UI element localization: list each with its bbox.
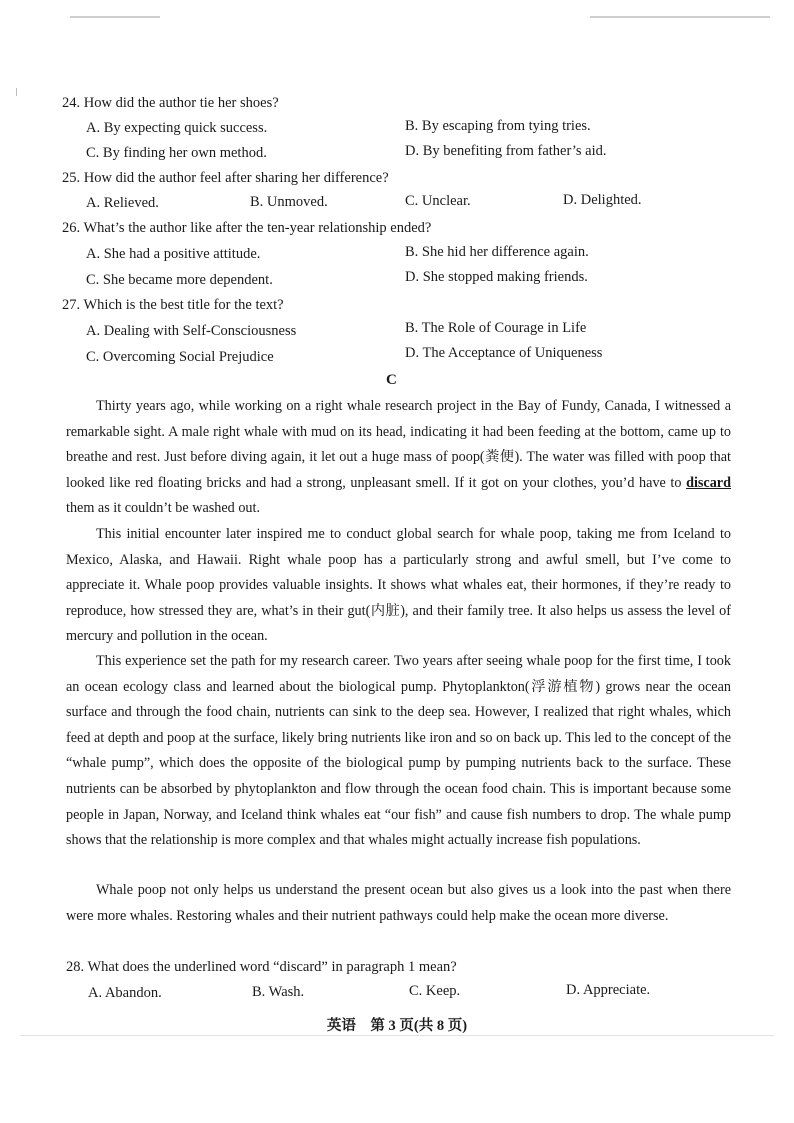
option-text: By finding her own method.	[102, 145, 267, 161]
passage-paragraph-1	[66, 394, 731, 522]
question-28	[66, 959, 457, 976]
option-text: Dealing with Self-Consciousness	[103, 323, 297, 339]
option-text: Keep.	[425, 983, 461, 999]
option-27-d	[405, 345, 602, 362]
question-stem: Which is the best title for the text?	[83, 297, 284, 313]
option-28-c	[409, 983, 460, 1000]
option-text: Unmoved.	[266, 194, 328, 210]
option-letter: D.	[405, 143, 420, 159]
option-24-b	[405, 118, 591, 135]
underlined-word: discard	[686, 474, 731, 491]
section-heading: C	[386, 372, 397, 388]
option-26-b	[405, 244, 589, 261]
option-letter: B.	[405, 244, 419, 260]
option-letter: B.	[250, 194, 264, 210]
question-stem: How did the author feel after sharing her difference?	[83, 170, 389, 186]
option-text: Relieved.	[103, 195, 159, 211]
option-text: The Role of Courage in Life	[421, 320, 587, 336]
question-27	[62, 297, 284, 314]
option-letter: D.	[563, 192, 578, 208]
option-letter: C.	[86, 272, 100, 288]
option-26-c	[86, 272, 273, 289]
paragraph-text: them as it couldn’t be washed out.	[66, 500, 260, 517]
option-letter: A.	[88, 985, 103, 1001]
option-letter: D.	[566, 982, 581, 998]
option-letter: C.	[86, 145, 100, 161]
option-25-c	[405, 193, 471, 210]
question-stem: What’s the author like after the ten-year relationship ended?	[83, 220, 432, 236]
option-text: By expecting quick success.	[103, 120, 268, 136]
option-27-a	[86, 323, 296, 340]
option-letter: A.	[86, 246, 101, 262]
passage-paragraph-4: Whale poop not only helps us understand the present ocean but also gives us a look into the past when there were more whales. Restoring whales and their nutrient pathways could help make the ocean more diverse.	[66, 882, 731, 924]
option-27-c	[86, 349, 274, 366]
bottom-rule	[20, 1035, 774, 1036]
page-footer: 英语 第 3 页(共 8 页)	[326, 1018, 468, 1034]
option-text: She became more dependent.	[102, 272, 273, 288]
option-26-d	[405, 269, 588, 286]
option-27-b	[405, 320, 586, 337]
option-text: She hid her difference again.	[421, 244, 589, 260]
option-letter: C.	[405, 193, 419, 209]
question-number: 28.	[66, 959, 85, 975]
option-letter: B.	[405, 118, 419, 134]
top-rule-left	[70, 16, 160, 18]
option-25-d	[563, 192, 642, 209]
option-text: By escaping from tying tries.	[421, 118, 591, 134]
option-text: Overcoming Social Prejudice	[102, 349, 274, 365]
question-25	[62, 170, 389, 187]
question-24	[62, 95, 279, 112]
question-26	[62, 220, 431, 237]
option-text: She stopped making friends.	[422, 269, 588, 285]
question-stem: What does the underlined word “discard” in paragraph 1 mean?	[87, 959, 457, 975]
option-text: Delighted.	[580, 192, 642, 208]
option-26-a	[86, 246, 260, 263]
option-letter: A.	[86, 195, 101, 211]
option-28-a	[88, 985, 162, 1002]
question-number: 24.	[62, 95, 81, 111]
option-letter: A.	[86, 120, 101, 136]
option-25-a	[86, 195, 159, 212]
option-text: By benefiting from father’s aid.	[422, 143, 607, 159]
option-letter: D.	[405, 345, 420, 361]
paragraph-text: Thirty years ago, while working on a right whale research project in the Bay of Fundy, Canada, I witnessed a remarkable sight. A male right whale with mud on its head, indicating it had been feeding at the bottom, came up to breathe and rest. Just before diving again, it let out a huge mass of poop(粪便). The water was filled with poop that looked like red floating bricks and had a strong, unpleasant smell. If it got on your clothes, you’d have to	[66, 398, 731, 491]
option-text: The Acceptance of Uniqueness	[422, 345, 603, 361]
option-28-b	[252, 984, 304, 1001]
option-text: Abandon.	[104, 985, 162, 1001]
question-stem: How did the author tie her shoes?	[83, 95, 279, 111]
option-text: Appreciate.	[582, 982, 651, 998]
passage-paragraph-2: This initial encounter later inspired me to conduct global search for whale poop, taking me from Iceland to Mexico, Alaska, and Hawaii. Right whale poop has a particularly strong and awful smell, but I’ve come to appreciate it. Whale poop provides valuable insights. It shows what whales eat, their hormones, if they’re ready to reproduce, how stressed they are, what’s in their gut(内脏), and their family tree. It also helps us assess the level of mercury and pollution in the ocean.	[66, 526, 731, 645]
option-letter: A.	[86, 323, 101, 339]
question-number: 27.	[62, 297, 81, 313]
option-text: She had a positive attitude.	[103, 246, 261, 262]
top-rule-right	[590, 16, 770, 18]
option-24-d	[405, 143, 606, 160]
option-28-d	[566, 982, 650, 999]
option-letter: B.	[252, 984, 266, 1000]
option-text: Unclear.	[421, 193, 471, 209]
option-25-b	[250, 194, 328, 211]
passage-paragraph-3: This experience set the path for my research career. Two years after seeing whale poop for the first time, I took an ocean ecology class and learned about the biological pump. Phytoplankton(浮游植物) grows near the ocean surface and through the food chain, nutrients can sink to the deep sea. However, I realized that right whales, which feed at depth and poop at the surface, likely bring nutrients like iron and so on back up. This led to the concept of the “whale pump”, which does the opposite of the biological pump by pumping nutrients back to the surface. These nutrients can be absorbed by phytoplankton and flow through the ocean food chain. This is important because some people in Japan, Norway, and Iceland think whales eat “our fish” and cause fish numbers to drop. The whale pump shows that the relationship is more complex and that whales might actually increase fish populations.	[66, 653, 731, 849]
option-text: Wash.	[268, 984, 305, 1000]
option-letter: D.	[405, 269, 420, 285]
option-letter: C.	[409, 983, 423, 999]
option-24-a	[86, 120, 267, 137]
question-number: 25.	[62, 170, 81, 186]
option-letter: C.	[86, 349, 100, 365]
question-number: 26.	[62, 220, 81, 236]
margin-mark	[16, 88, 17, 96]
option-24-c	[86, 145, 267, 162]
option-letter: B.	[405, 320, 419, 336]
